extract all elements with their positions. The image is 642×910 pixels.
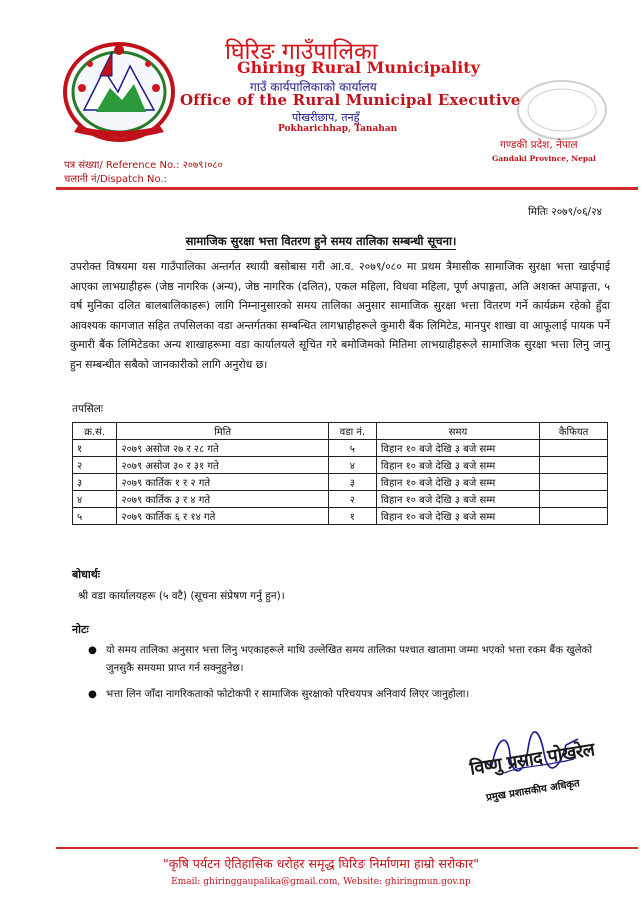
cell-ward: ४ — [328, 457, 376, 474]
cell-serial: ४ — [73, 491, 117, 508]
cell-serial: २ — [73, 457, 117, 474]
table-row — [73, 508, 608, 525]
letter-body: उपरोक्त विषयमा यस गाउँपालिका अन्तर्गत स्थायी बसोबास गरी आ.व. २०७९/०८० मा प्रथम त्रैमासीक सामाजिक सुरक्षा भत्ता खाईपाई आएका लाभग्राहीहरू (जेष्ठ नागरिक (अन्य), जेष्ठ नागरिक (दलित), एकल महिला, विधवा महिला, पूर्ण अपाङ्गता, अति अशक्त अपाङ्गता, ५ वर्ष मुनिका दलित बालबालिकाहरू) लागि निम्नानुसारको समय तालिका अनुसार सामाजिक सुरक्षा भत्ता वितरण गर्ने कार्यक्रम रहेको हुँदा आवश्यक कागजात सहित तपसिलका वडा अन्तर्गतका सम्बन्धित लागभ्राहीहरूले कुमारी बैंक लिमिटेड, मानपुर शाखा वा आफूलाई पायक पर्ने कुमारी बैंक लिमिटेडका अन्य शाखाहरूमा वडा कार्यालयले सूचित गरे बमोजिमको मितिमा लाभग्राहीहरूले सामाजिक सुरक्षा भत्ता लिनु जानु हुन सम्बन्धीत सबैको जानकारीको लागि अनुरोध छ। — [70, 260, 610, 371]
note-label: नोटः — [72, 623, 89, 636]
signatory-title: प्रमुख प्रशासकीय अधिकृत — [485, 778, 581, 804]
cell-serial: १ — [73, 440, 117, 457]
bodharth-label: बोधार्थः — [72, 568, 100, 581]
cell-time: विहान १० बजे देखि ३ बजे सम्म — [376, 474, 539, 491]
col-header-date: मिति — [117, 423, 329, 440]
address-np: पोखरीछाप, तनहुँ — [292, 111, 360, 124]
cell-time: विहान १० बजे देखि ३ बजे सम्म — [376, 508, 539, 525]
table-row — [73, 491, 608, 508]
cell-date: २०७९ कार्तिक ३ र ४ गते — [117, 491, 329, 508]
province-np: गण्डकी प्रदेश, नेपाल — [500, 139, 578, 151]
municipality-name-np: घिरिङ गाउँपालिका — [225, 39, 378, 65]
reference-number: पत्र संख्या/ Reference No.: २०७९।०८० — [64, 160, 223, 171]
address-en: Pokharichhap, Tanahan — [278, 124, 398, 134]
cell-serial: ३ — [73, 474, 117, 491]
bullet-icon: ● — [88, 689, 97, 700]
schedule-table — [72, 422, 608, 525]
footer-motto: "कृषि पर्यटन ऐतिहासिक धरोहर समृद्ध घिरिङ निर्माणमा हाम्रो सरोकार" — [163, 856, 479, 871]
cell-serial: ५ — [73, 508, 117, 525]
office-name-en: Office of the Rural Municipal Executive — [180, 91, 521, 109]
letter-date: मितिः २०७९/०६/२४ — [528, 206, 602, 218]
col-header-time: समय — [376, 423, 539, 440]
cell-date: २०७९ कार्तिक ६ र १४ गते — [117, 508, 329, 525]
letter-subject — [0, 234, 642, 249]
header-divider — [56, 187, 638, 190]
cell-remarks — [540, 508, 608, 525]
cell-remarks — [540, 474, 608, 491]
cell-date: २०७९ असोज २७ र २८ गते — [117, 440, 329, 457]
cell-ward: २ — [328, 491, 376, 508]
subject-text: सामाजिक सुरक्षा भत्ता वितरण हुने समय तालिका सम्बन्धी सूचना। — [185, 234, 457, 248]
office-name-np: गाउँ कार्यपालिकाको कार्यालय — [250, 80, 377, 94]
footer-divider — [56, 847, 638, 849]
footer-contact: Email: ghiringgaupalika@gmail.com, Website: ghiringmun.gov.np — [171, 877, 471, 887]
cell-ward: ५ — [328, 440, 376, 457]
cell-remarks — [540, 457, 608, 474]
province-en: Gandaki Province, Nepal — [492, 154, 596, 163]
table-row — [73, 474, 608, 491]
cell-remarks — [540, 491, 608, 508]
bodharth-recipient: श्री वडा कार्यालयहरू (५ वटै) (सूचना संप्रेषण गर्नु हुन)। — [78, 590, 285, 602]
cell-time: विहान १० बजे देखि ३ बजे सम्म — [376, 440, 539, 457]
signatory-name: विष्णु प्रसाद पोखरेल — [468, 739, 596, 780]
table-header-row — [73, 423, 608, 440]
table-row — [73, 440, 608, 457]
cell-ward: १ — [328, 508, 376, 525]
dispatch-number: चलानी नं/Dispatch No.: — [64, 174, 168, 185]
faint-seal-stamp — [515, 78, 610, 143]
cell-time: विहान १० बजे देखि ३ बजे सम्म — [376, 491, 539, 508]
cell-remarks — [540, 440, 608, 457]
details-label: तपसिलः — [72, 403, 104, 415]
cell-ward: ३ — [328, 474, 376, 491]
cell-date: २०७९ कार्तिक १ र २ गते — [117, 474, 329, 491]
municipality-name-en: Ghiring Rural Municipality — [237, 58, 480, 77]
note-text: यो समय तालिका अनुसार भत्ता लिनु भएकाहरूले माथि उल्लेखित समय तालिका पश्चात खातामा जम्मा भएको भत्ता रकम बैंक खुलेको जुनसुकै समयमा प्राप्त गर्न सक्नुहुनेछ। — [106, 645, 592, 674]
bullet-icon: ● — [88, 645, 97, 656]
cell-date: २०७९ असोज ३० र ३१ गते — [117, 457, 329, 474]
note-text: भत्ता लिन जाँदा नागरिकताको फोटोकपी र सामाजिक सुरक्षाको परिचयपत्र अनिवार्य लिएर जानुहोला। — [106, 689, 470, 700]
col-header-serial: क्र.सं. — [73, 423, 117, 440]
col-header-remarks: कैफियत — [540, 423, 608, 440]
nepal-emblem-logo — [60, 40, 178, 142]
table-row — [73, 457, 608, 474]
col-header-ward: वडा नं. — [328, 423, 376, 440]
cell-time: विहान १० बजे देखि ३ बजे सम्म — [376, 457, 539, 474]
